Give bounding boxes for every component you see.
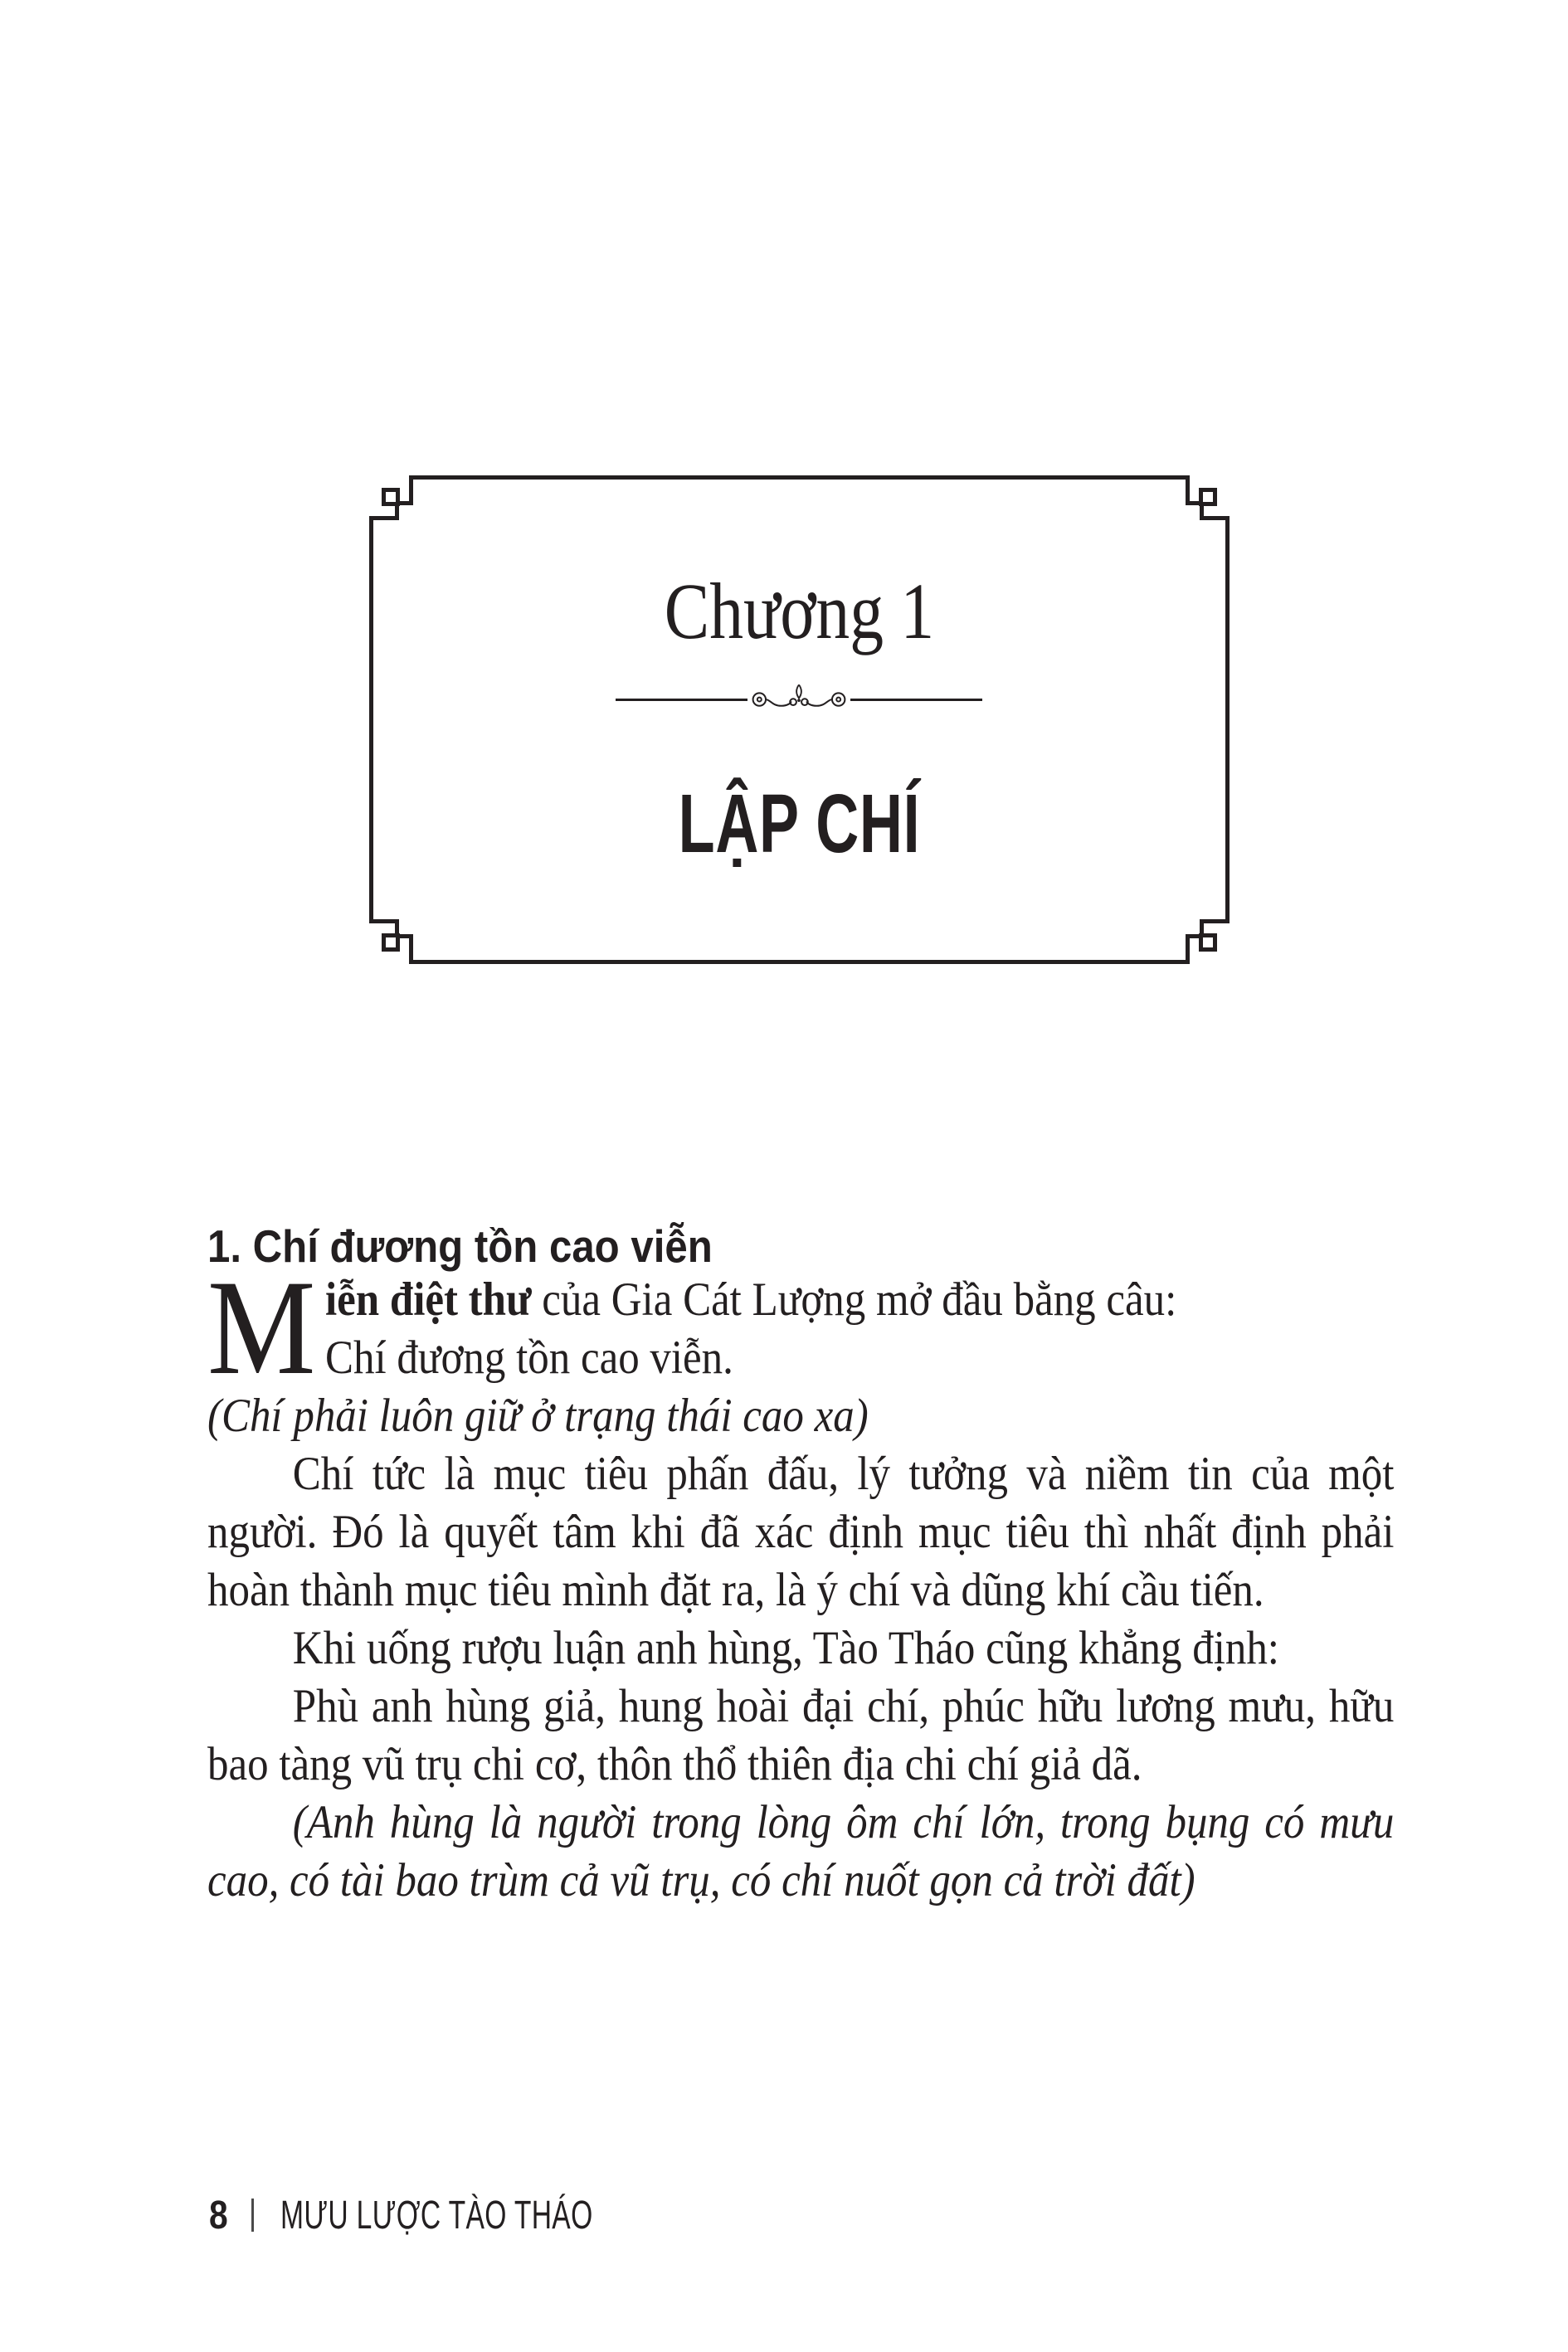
dropcap-letter: M [207,1253,316,1403]
body-column [207,1221,1394,1910]
frame-top-border [400,478,1199,504]
frame-corner-square-bottom-left [384,936,398,950]
divider-scroll-ornament-icon [747,680,850,713]
section-heading: 1. Chí đương tồn cao viễn [207,1220,713,1272]
translation-line-2: (Anh hùng là người trong lòng ôm chí lớn, trong bụng có mưu cao, có tài bao trùm cả vũ trụ, có chí nuốt gọn cả trời đất) [207,1796,1395,1906]
frame-bottom-border [400,937,1199,962]
quote-hanviet: Phù anh hùng giả, hung hoài đại chí, phúc hữu lương mưu, hữu bao tàng vũ trụ chi cơ, thôn thổ thiên địa chi chí giả dã. [207,1680,1395,1790]
paragraph-2: Khi uống rượu luận anh hùng, Tào Tháo cũng khẳng định: [292,1622,1279,1674]
frame-right-border [1202,506,1228,933]
frame-corner-square-top-left [384,490,398,504]
frame-corner-square-bottom-right [1201,936,1215,950]
opening-rest-text: của Gia Cát Lượng mở đầu bằng câu: [531,1273,1177,1326]
frame-left-border [372,506,397,933]
footer-separator [251,2199,254,2232]
translation-line-1: (Chí phải luôn giữ ở trạng thái cao xa) [207,1390,869,1442]
divider-rule-left [616,699,747,701]
opening-quote-line: Chí đương tồn cao viễn. [324,1332,733,1384]
footer-book-title: MƯU LƯỢC TÀO THÁO [280,2194,593,2238]
chapter-divider [616,683,982,716]
chapter-title: LẬP CHÍ [678,777,921,870]
opening-paragraph [207,1253,1394,1403]
page-number: 8 [209,2194,228,2238]
chapter-frame-border [368,474,1231,966]
chapter-kicker: Chương 1 [664,567,935,655]
opening-bold-text: iễn điệt thư [324,1273,532,1326]
frame-corner-square-top-right [1201,490,1215,504]
paragraph-1: Chí tức là mục tiêu phấn đấu, lý tưởng và niềm tin của một người. Đó là quyết tâm khi đã xác định mục tiêu thì nhất định phải hoàn thành mục tiêu mình đặt ra, là ý chí và dũng khí cầu tiến. [207,1448,1395,1616]
divider-rule-right [850,699,982,701]
